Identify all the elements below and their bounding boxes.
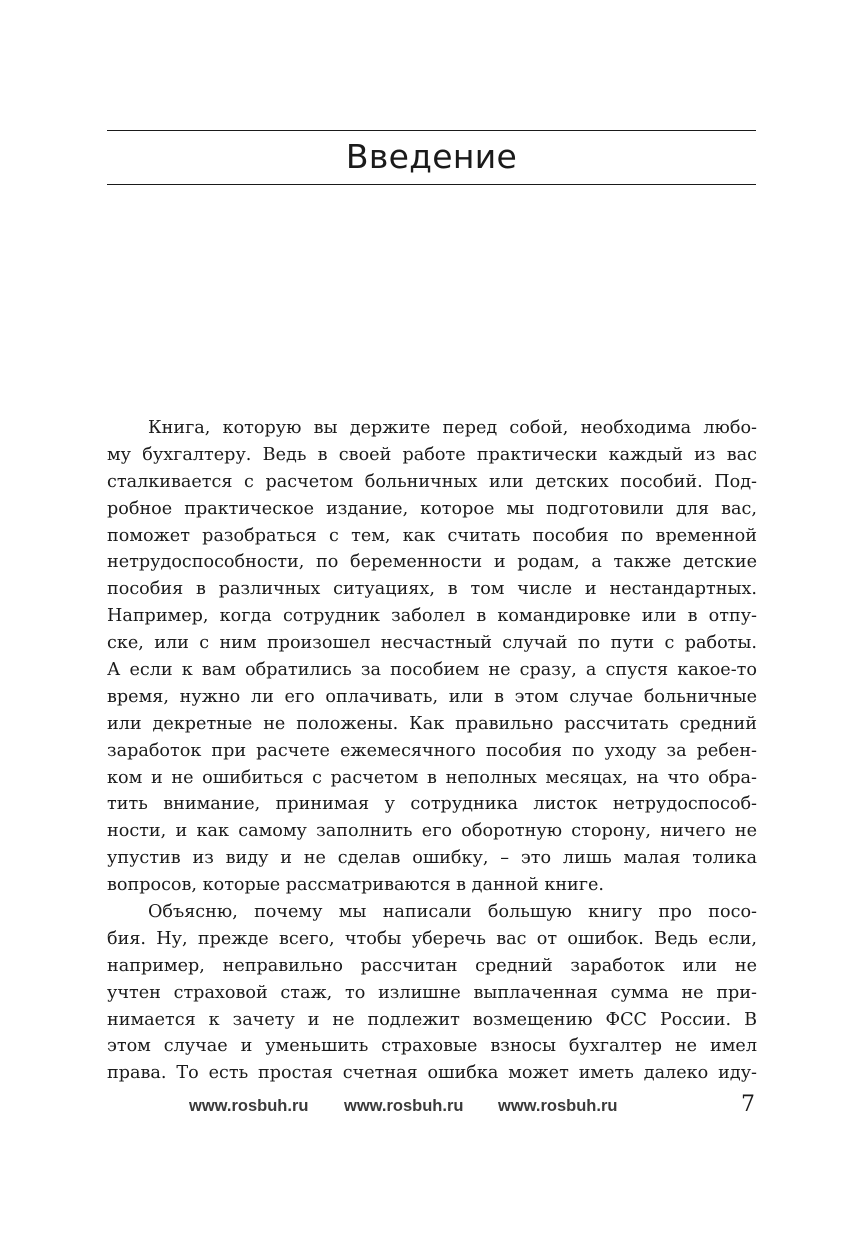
paragraph-line: пособия в различных ситуациях, в том числе и нестандартных. xyxy=(107,579,757,600)
paragraph-line: или декретные не положены. Как правильно рассчитать средний xyxy=(107,713,757,734)
page-footer xyxy=(0,1094,857,1118)
paragraph-line: бия. Ну, прежде всего, чтобы уберечь вас от ошибок. Ведь если, xyxy=(107,928,757,949)
paragraph-line: робное практическое издание, которое мы подготовили для вас, xyxy=(107,498,757,519)
footer-url-link[interactable]: www.rosbuh.ru xyxy=(498,1097,618,1115)
paragraph-line: Объясню, почему мы написали большую книгу про посо- xyxy=(148,902,757,923)
paragraph-line: му бухгалтеру. Ведь в своей работе практически каждый из вас xyxy=(107,444,757,465)
page-number: 7 xyxy=(741,1092,755,1117)
title-rule-top xyxy=(107,130,756,131)
body-text xyxy=(107,415,757,1087)
paragraph-line: Книга, которую вы держите перед собой, необходима любо- xyxy=(148,418,757,438)
paragraph-line: например, неправильно рассчитан средний заработок или не xyxy=(107,955,757,976)
paragraph-line: нимается к зачету и не подлежит возмещению ФСС России. В xyxy=(107,1009,757,1030)
paragraph-line: сталкивается с расчетом больничных или детских пособий. Под- xyxy=(107,471,757,492)
paragraph-line: Например, когда сотрудник заболел в командировке или в отпу- xyxy=(107,606,757,627)
paragraph-line: поможет разобраться с тем, как считать пособия по временной xyxy=(107,525,757,546)
footer-url-link[interactable]: www.rosbuh.ru xyxy=(344,1097,464,1115)
paragraph-line: время, нужно ли его оплачивать, или в этом случае больничные xyxy=(107,686,757,707)
paragraph-line: тить внимание, принимая у сотрудника листок нетрудоспособ- xyxy=(107,794,757,815)
paragraph-line: ности, и как самому заполнить его оборотную сторону, ничего не xyxy=(107,821,757,842)
paragraph-line: ком и не ошибиться с расчетом в неполных месяцах, на что обра- xyxy=(107,767,757,788)
chapter-title: Введение xyxy=(345,137,518,176)
paragraph-line: этом случае и уменьшить страховые взносы бухгалтер не имел xyxy=(107,1036,757,1057)
paragraph-line: права. То есть простая счетная ошибка может иметь далеко иду- xyxy=(107,1063,757,1084)
paragraph-line: вопросов, которые рассматриваются в данной книге. xyxy=(107,875,604,896)
paragraph-line: нетрудоспособности, по беременности и родам, а также детские xyxy=(107,552,757,573)
paragraph-line: заработок при расчете ежемесячного пособия по уходу за ребен- xyxy=(107,740,757,761)
paragraph-line: ске, или с ним произошел несчастный случай по пути с работы. xyxy=(107,633,757,654)
footer-url-link[interactable]: www.rosbuh.ru xyxy=(189,1097,309,1115)
paragraph-line: А если к вам обратились за пособием не сразу, а спустя какое-то xyxy=(107,660,757,681)
title-rule-bottom xyxy=(107,184,756,185)
paragraph-line: учтен страховой стаж, то излишне выплаченная сумма не при- xyxy=(107,982,757,1003)
paragraph-line: упустив из виду и не сделав ошибку, – это лишь малая толика xyxy=(107,848,757,869)
